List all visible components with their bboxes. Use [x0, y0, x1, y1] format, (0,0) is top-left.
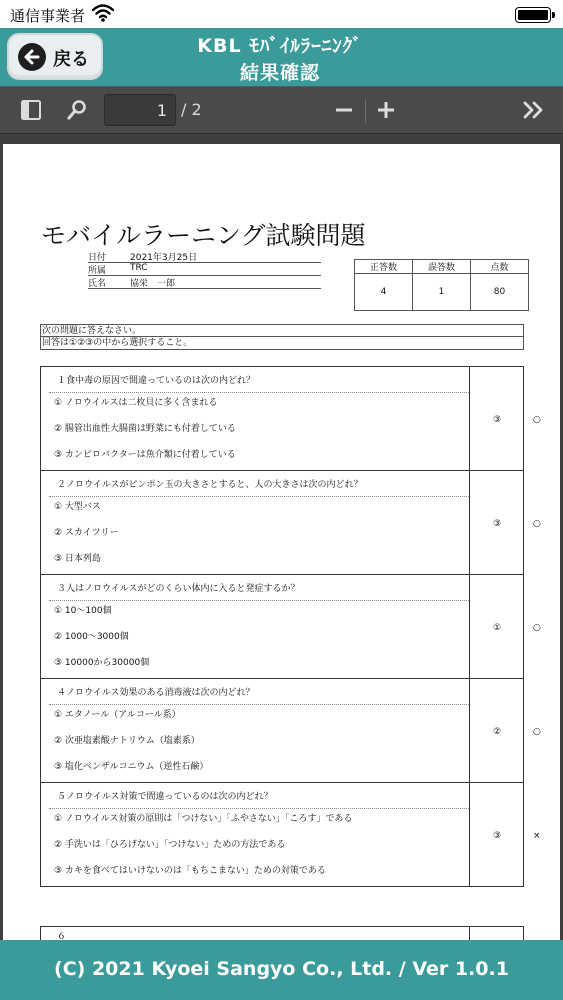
question-option: ② 1000～3000個 — [54, 632, 129, 642]
answer-cell — [469, 927, 525, 940]
question-option: ③ 塩化ベンザルコニウム（逆性石鹸） — [54, 762, 209, 772]
result-mark: × — [533, 831, 541, 841]
question-block — [40, 783, 541, 887]
question-text: １食中毒の原因で間違っているのは次の内どれ？ — [57, 376, 256, 386]
info-row-dept — [88, 263, 321, 276]
score-header-points: 点数 — [471, 260, 529, 274]
battery-icon — [515, 7, 551, 23]
question-divider — [49, 704, 469, 705]
info-value: 2021年3月25日 — [130, 253, 198, 263]
result-mark: ○ — [533, 727, 541, 737]
search-icon[interactable] — [66, 99, 88, 125]
info-value: TRC — [130, 263, 148, 273]
question-text: ５ノロウイルス対策で間違っているのは次の内どれ？ — [57, 792, 273, 802]
result-mark: ○ — [533, 623, 541, 633]
document-title: モバイルラーニング試験問題 — [41, 221, 366, 250]
page-number-input[interactable]: 1 — [104, 94, 176, 126]
question-option: ② 手洗いは「ひろげない」「つけない」ための方法である — [54, 840, 286, 850]
app-title: KBL ﾓﾊﾞｲﾙﾗｰﾆﾝｸﾞ — [197, 35, 363, 57]
question-option: ③ カキを食べてはいけないのは「もちこまない」ための対策である — [54, 866, 326, 876]
carrier-label: 通信事業者 — [10, 7, 86, 25]
result-mark: ○ — [533, 415, 541, 425]
screen-title: 結果確認 — [239, 62, 320, 84]
score-wrong: 1 — [413, 274, 471, 311]
pdf-viewer[interactable] — [0, 134, 563, 940]
question-option: ① 10～100個 — [54, 606, 112, 616]
info-label: 所属 — [88, 266, 107, 276]
wifi-icon — [92, 4, 114, 26]
question-divider — [49, 808, 469, 809]
page-total-label: / 2 — [181, 100, 202, 119]
info-value: 協栄 一郎 — [130, 279, 176, 289]
selected-answer: ② — [492, 727, 502, 737]
info-row-name — [88, 276, 321, 289]
question-text: ６ — [57, 932, 67, 940]
status-bar — [0, 0, 563, 28]
question-option: ② スカイツリー — [54, 528, 119, 538]
question-option: ① 大型バス — [54, 502, 101, 512]
info-label: 氏名 — [88, 279, 107, 289]
question-block — [40, 679, 541, 783]
score-correct: 4 — [355, 274, 413, 311]
score-header-correct: 正答数 — [355, 260, 413, 274]
double-chevron-right-icon[interactable] — [522, 99, 546, 125]
back-button[interactable] — [7, 33, 103, 80]
question-block — [40, 471, 541, 575]
sidebar-toggle-icon[interactable] — [20, 99, 42, 125]
question-option: ② 次亜塩素酸ナトリウム（塩素系） — [54, 736, 200, 746]
question-block — [40, 926, 524, 940]
zoom-in-icon[interactable] — [375, 99, 397, 125]
question-option: ① ノロウイルスは二枚貝に多く含まれる — [54, 398, 218, 408]
back-button-label: 戻る — [53, 49, 89, 70]
pdf-toolbar — [0, 86, 563, 134]
question-text: ４ノロウイルス効果のある消毒液は次の内どれ？ — [57, 688, 255, 698]
question-option: ③ 10000から30000個 — [54, 658, 150, 668]
question-divider — [49, 496, 469, 497]
selected-answer: ③ — [492, 519, 502, 529]
question-block — [40, 366, 541, 471]
question-text: ３人はノロウイルスがどのくらい体内に入ると発症するか？ — [57, 584, 300, 594]
question-option: ③ 日本列島 — [54, 554, 101, 564]
result-mark: ○ — [533, 519, 541, 529]
info-row-date — [88, 250, 321, 263]
question-option: ③ カンピロバクターは魚介類に付着している — [54, 450, 236, 460]
selected-answer: ③ — [492, 415, 502, 425]
question-option: ② 腸管出血性大腸菌は野菜にも付着している — [54, 424, 236, 434]
selected-answer: ① — [492, 623, 502, 633]
back-arrow-icon — [18, 43, 46, 71]
instruction-line: 回答は①②③の中から選択すること。 — [42, 338, 193, 348]
score-table — [354, 259, 529, 311]
pdf-page — [3, 144, 560, 940]
score-points: 80 — [471, 274, 529, 311]
question-divider — [49, 392, 469, 393]
question-text: ２ノロウイルスがピンポン玉の大きさとすると、人の大きさは次の内どれ？ — [57, 480, 363, 490]
question-option: ① エタノール（アルコール系） — [54, 710, 181, 720]
app-header — [0, 28, 563, 86]
footer-copyright: (C) 2021 Kyoei Sangyo Co., Ltd. / Ver 1.0.1 — [0, 940, 563, 1000]
toolbar-separator — [365, 99, 366, 123]
score-header-wrong: 誤答数 — [413, 260, 471, 274]
zoom-out-icon[interactable] — [333, 99, 355, 125]
question-option: ① ノロウイルス対策の原則は「つけない」「ふやさない」「ころす」である — [54, 814, 353, 824]
instruction-line: 次の問題に答えなさい。 — [41, 325, 523, 337]
instructions-box — [40, 324, 524, 350]
question-block — [40, 575, 541, 679]
question-divider — [49, 600, 469, 601]
info-label: 日付 — [88, 253, 107, 263]
selected-answer: ③ — [492, 831, 502, 841]
